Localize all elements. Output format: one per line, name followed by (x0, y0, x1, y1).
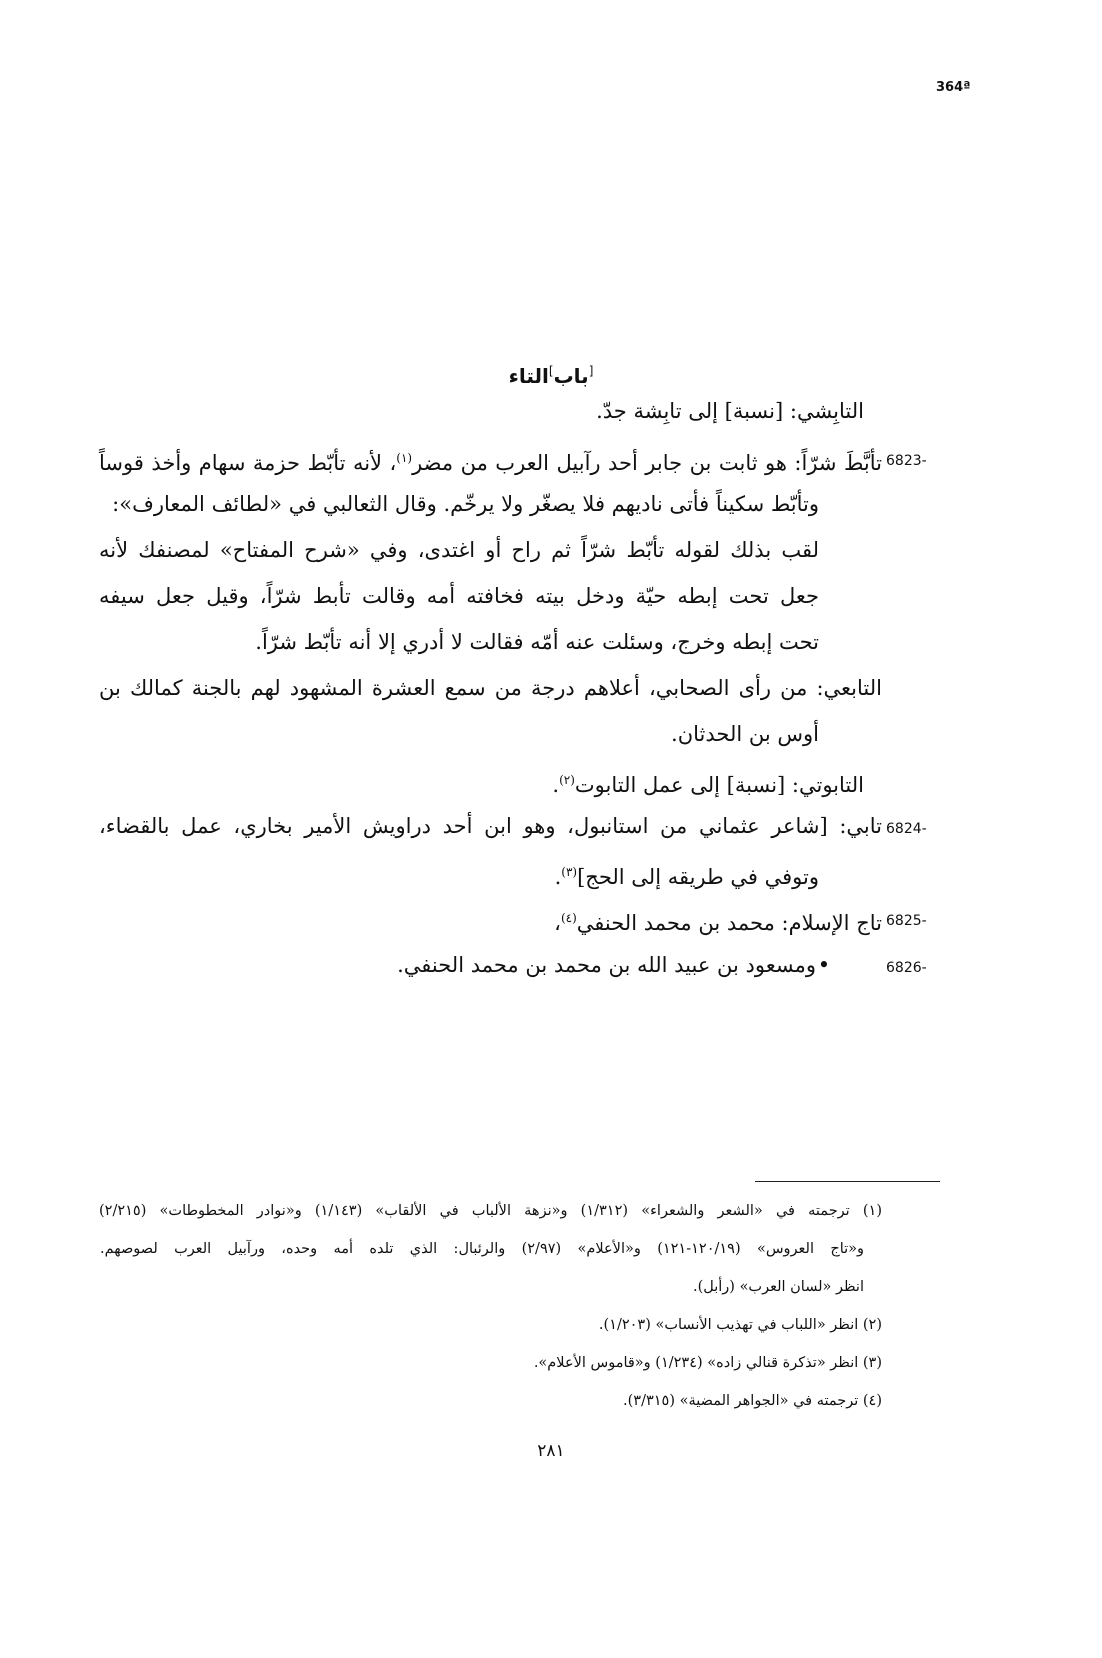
page-number: ٢٨١ (537, 1441, 565, 1461)
entry-6823-line-5: تحت إبطه وخرج، وسئلت عنه أمّه فقالت لا أدري إلا أنه تأبّط شرّاً. (255, 630, 819, 654)
footnote-ref-1: (١) (396, 451, 413, 465)
entry-tabishi: التابِشي: [نسبة] إلى تابِشة جدّ. (596, 399, 864, 423)
entry-number-6823: 6823- (886, 453, 927, 469)
entry-6823-line-3: لقب بذلك لقوله تأبّط شرّاً ثم راح أو اغتدى، وفي «شرح المفتاح» لمصنفك لأنه (99, 538, 819, 562)
bracket-open: [ (588, 364, 594, 378)
footnote-separator (755, 1181, 940, 1182)
entry-6823-line-4: جعل تحت إبطه حيّة ودخل بيته فخافته أمه وقالت تأبط شرّاً، وقيل جعل سيفه (99, 584, 819, 608)
bracket-close: ] (548, 364, 554, 378)
chapter-title (0, 364, 1102, 388)
footnote-1-line-3: انظر «لسان العرب» (رأبل). (692, 1279, 864, 1295)
chapter-word-bab: باب (553, 364, 589, 388)
footnote-4: (٤) ترجمته في «الجواهر المضية» (٣/٣١٥). (623, 1393, 882, 1409)
entry-6823-line-2: وتأبّط سكيناً فأتى ناديهم فلا يصغّر ولا يرخّم. وقال الثعالبي في «لطائف المعارف»: (112, 492, 819, 516)
folio-number: 364ª (936, 80, 971, 95)
entry-tabii-line-2: أوس بن الحدثان. (671, 722, 819, 746)
footnote-1-line-2: و«تاج العروس» (١٢٠/١٩-١٢١) و«الأعلام» (٢/٩٧) والرئبال: الذي تلده أمه وحده، ورآبيل العرب لصوصهم. (100, 1241, 865, 1257)
footnote-ref-4: (٤) (560, 911, 577, 925)
entry-number-6826: 6826- (886, 960, 927, 976)
entry-6823-line-1: تأبَّطَ شرّاً: هو ثابت بن جابر أحد رآبيل العرب من مضر$^{(١)}$، لأنه تأبّط حزمة سهام وأخذ قوساً (99, 451, 882, 475)
bullet-marker: • (817, 953, 831, 977)
entry-number-6825: 6825- (886, 913, 927, 929)
entry-6824-line-1: تابي: [شاعر عثماني من استانبول، وهو ابن أحد دراويش الأمير بخاري، عمل بالقضاء، (99, 814, 882, 838)
entry-6826: •ومسعود بن عبيد الله بن محمد بن محمد الحنفي. (397, 950, 832, 980)
entry-tabuti: التابوتي: [نسبة] إلى عمل التابوت$^{(٢)}$. (552, 773, 864, 797)
footnote-1-line-1: (١) ترجمته في «الشعر والشعراء» (١/٣١٢) و«نزهة الألباب في الألقاب» (١/١٤٣) و«نوادر المخطوطات» (٢/٢١٥) (99, 1203, 882, 1219)
entry-6825: تاج الإسلام: محمد بن محمد الحنفي$^{(٤)}$، (554, 911, 882, 935)
footnote-3: (٣) انظر «تذكرة قنالي زاده» (١/٢٣٤) و«قاموس الأعلام». (533, 1355, 882, 1371)
footnote-ref-3: (٣) (561, 865, 578, 879)
entry-number-6824: 6824- (886, 821, 927, 837)
entry-6824-line-2: وتوفي في طريقه إلى الحج]$^{(٣)}$. (554, 865, 819, 889)
footnote-2: (٢) انظر «اللباب في تهذيب الأنساب» (١/٢٠٣). (598, 1317, 882, 1333)
footnote-ref-2: (٢) (559, 773, 575, 787)
entry-tabii-line-1: التابعي: من رأى الصحابي، أعلاهم درجة من سمع العشرة المشهود لهم بالجنة كمالك بن (99, 676, 882, 700)
chapter-word-taa: التاء (508, 364, 549, 388)
